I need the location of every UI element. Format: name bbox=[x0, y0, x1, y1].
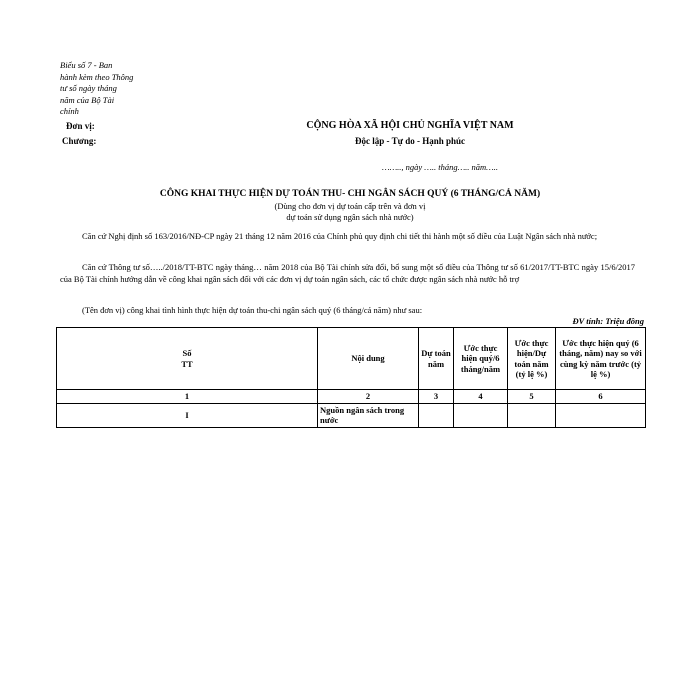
form-note-line: Biểu số 7 - Ban bbox=[60, 60, 113, 70]
row-cell bbox=[454, 403, 508, 427]
chuong-label: Chương: bbox=[62, 136, 97, 146]
column-number: 3 bbox=[419, 390, 454, 404]
form-note bbox=[60, 60, 144, 118]
row-cell bbox=[419, 403, 454, 427]
budget-table bbox=[56, 327, 646, 428]
column-number: 2 bbox=[318, 390, 419, 404]
paragraph-intro: (Tên đơn vị) công khai tình hình thực hiện dự toán thu-chi ngân sách quý (6 tháng/cả năm) như sau: bbox=[82, 305, 423, 315]
motto: Độc lập - Tự do - Hạnh phúc bbox=[354, 136, 465, 146]
form-note-line: chính bbox=[60, 106, 79, 116]
paragraph-legal-basis-1: Căn cứ Nghị định số 163/2016/NĐ-CP ngày 21 tháng 12 năm 2016 của Chính phủ quy định chi tiết thi hành một số điều của Luật Ngân sách nhà nước; bbox=[82, 231, 598, 241]
column-number-row bbox=[57, 390, 646, 404]
header-uoc-so-voi: Ước thực hiện quý (6 tháng, năm) nay so với cùng kỳ năm trước (tỷ lệ %) bbox=[556, 328, 646, 390]
form-note-line: năm của Bộ Tài bbox=[60, 94, 115, 105]
form-note-line: tư số ngày tháng bbox=[60, 83, 117, 93]
row-noi-dung: Nguồn ngân sách trong nước bbox=[318, 403, 419, 427]
column-number: 5 bbox=[508, 390, 556, 404]
column-number: 4 bbox=[454, 390, 508, 404]
column-number: 6 bbox=[556, 390, 646, 404]
don-vi-label: Đơn vị: bbox=[66, 121, 95, 131]
date-line: …….., ngày ….. tháng….. năm….. bbox=[382, 162, 498, 172]
document-title: CÔNG KHAI THỰC HIỆN DỰ TOÁN THU- CHI NGÂN SÁCH QUÝ (6 THÁNG/CẢ NĂM) bbox=[159, 189, 541, 199]
unit-label: ĐV tính: Triệu đồng bbox=[572, 316, 644, 326]
nation-title: CỘNG HÒA XÃ HỘI CHỦ NGHĨA VIỆT NAM bbox=[306, 120, 514, 131]
header-stt: Số TT bbox=[57, 328, 318, 390]
header-uoc-ty-le: Ước thực hiện/Dự toán năm (tỷ lệ %) bbox=[508, 328, 556, 390]
header-noi-dung: Nội dung bbox=[318, 328, 419, 390]
column-number: 1 bbox=[57, 390, 318, 404]
table-row bbox=[57, 403, 646, 427]
form-note-line: hành kèm theo Thông bbox=[60, 71, 134, 82]
table-header-row bbox=[57, 328, 646, 390]
row-cell bbox=[556, 403, 646, 427]
document-subtitle-1: (Dùng cho đơn vị dự toán cấp trên và đơn vị bbox=[274, 201, 426, 211]
row-cell bbox=[508, 403, 556, 427]
paragraph-legal-basis-2: Căn cứ Thông tư số…../2018/TT-BTC ngày tháng… năm 2018 của Bộ Tài chính sửa đổi, bổ sung một số điều của Thông tư số 61/2017/TT-BTC ngày 15/6/2017 của Bộ Tài chính hướng dẫn về công khai ngân sách đối với các đơn vị dự toán ngân sách, các tổ chức được ngân sách nhà nước hỗ trợ bbox=[60, 262, 635, 284]
document-subtitle-2: dự toán sử dụng ngân sách nhà nước) bbox=[286, 212, 414, 222]
row-stt: I bbox=[57, 403, 318, 427]
header-uoc-thuc-hien: Ước thực hiện quý/6 tháng/năm bbox=[454, 328, 508, 390]
header-du-toan: Dự toán năm bbox=[419, 328, 454, 390]
